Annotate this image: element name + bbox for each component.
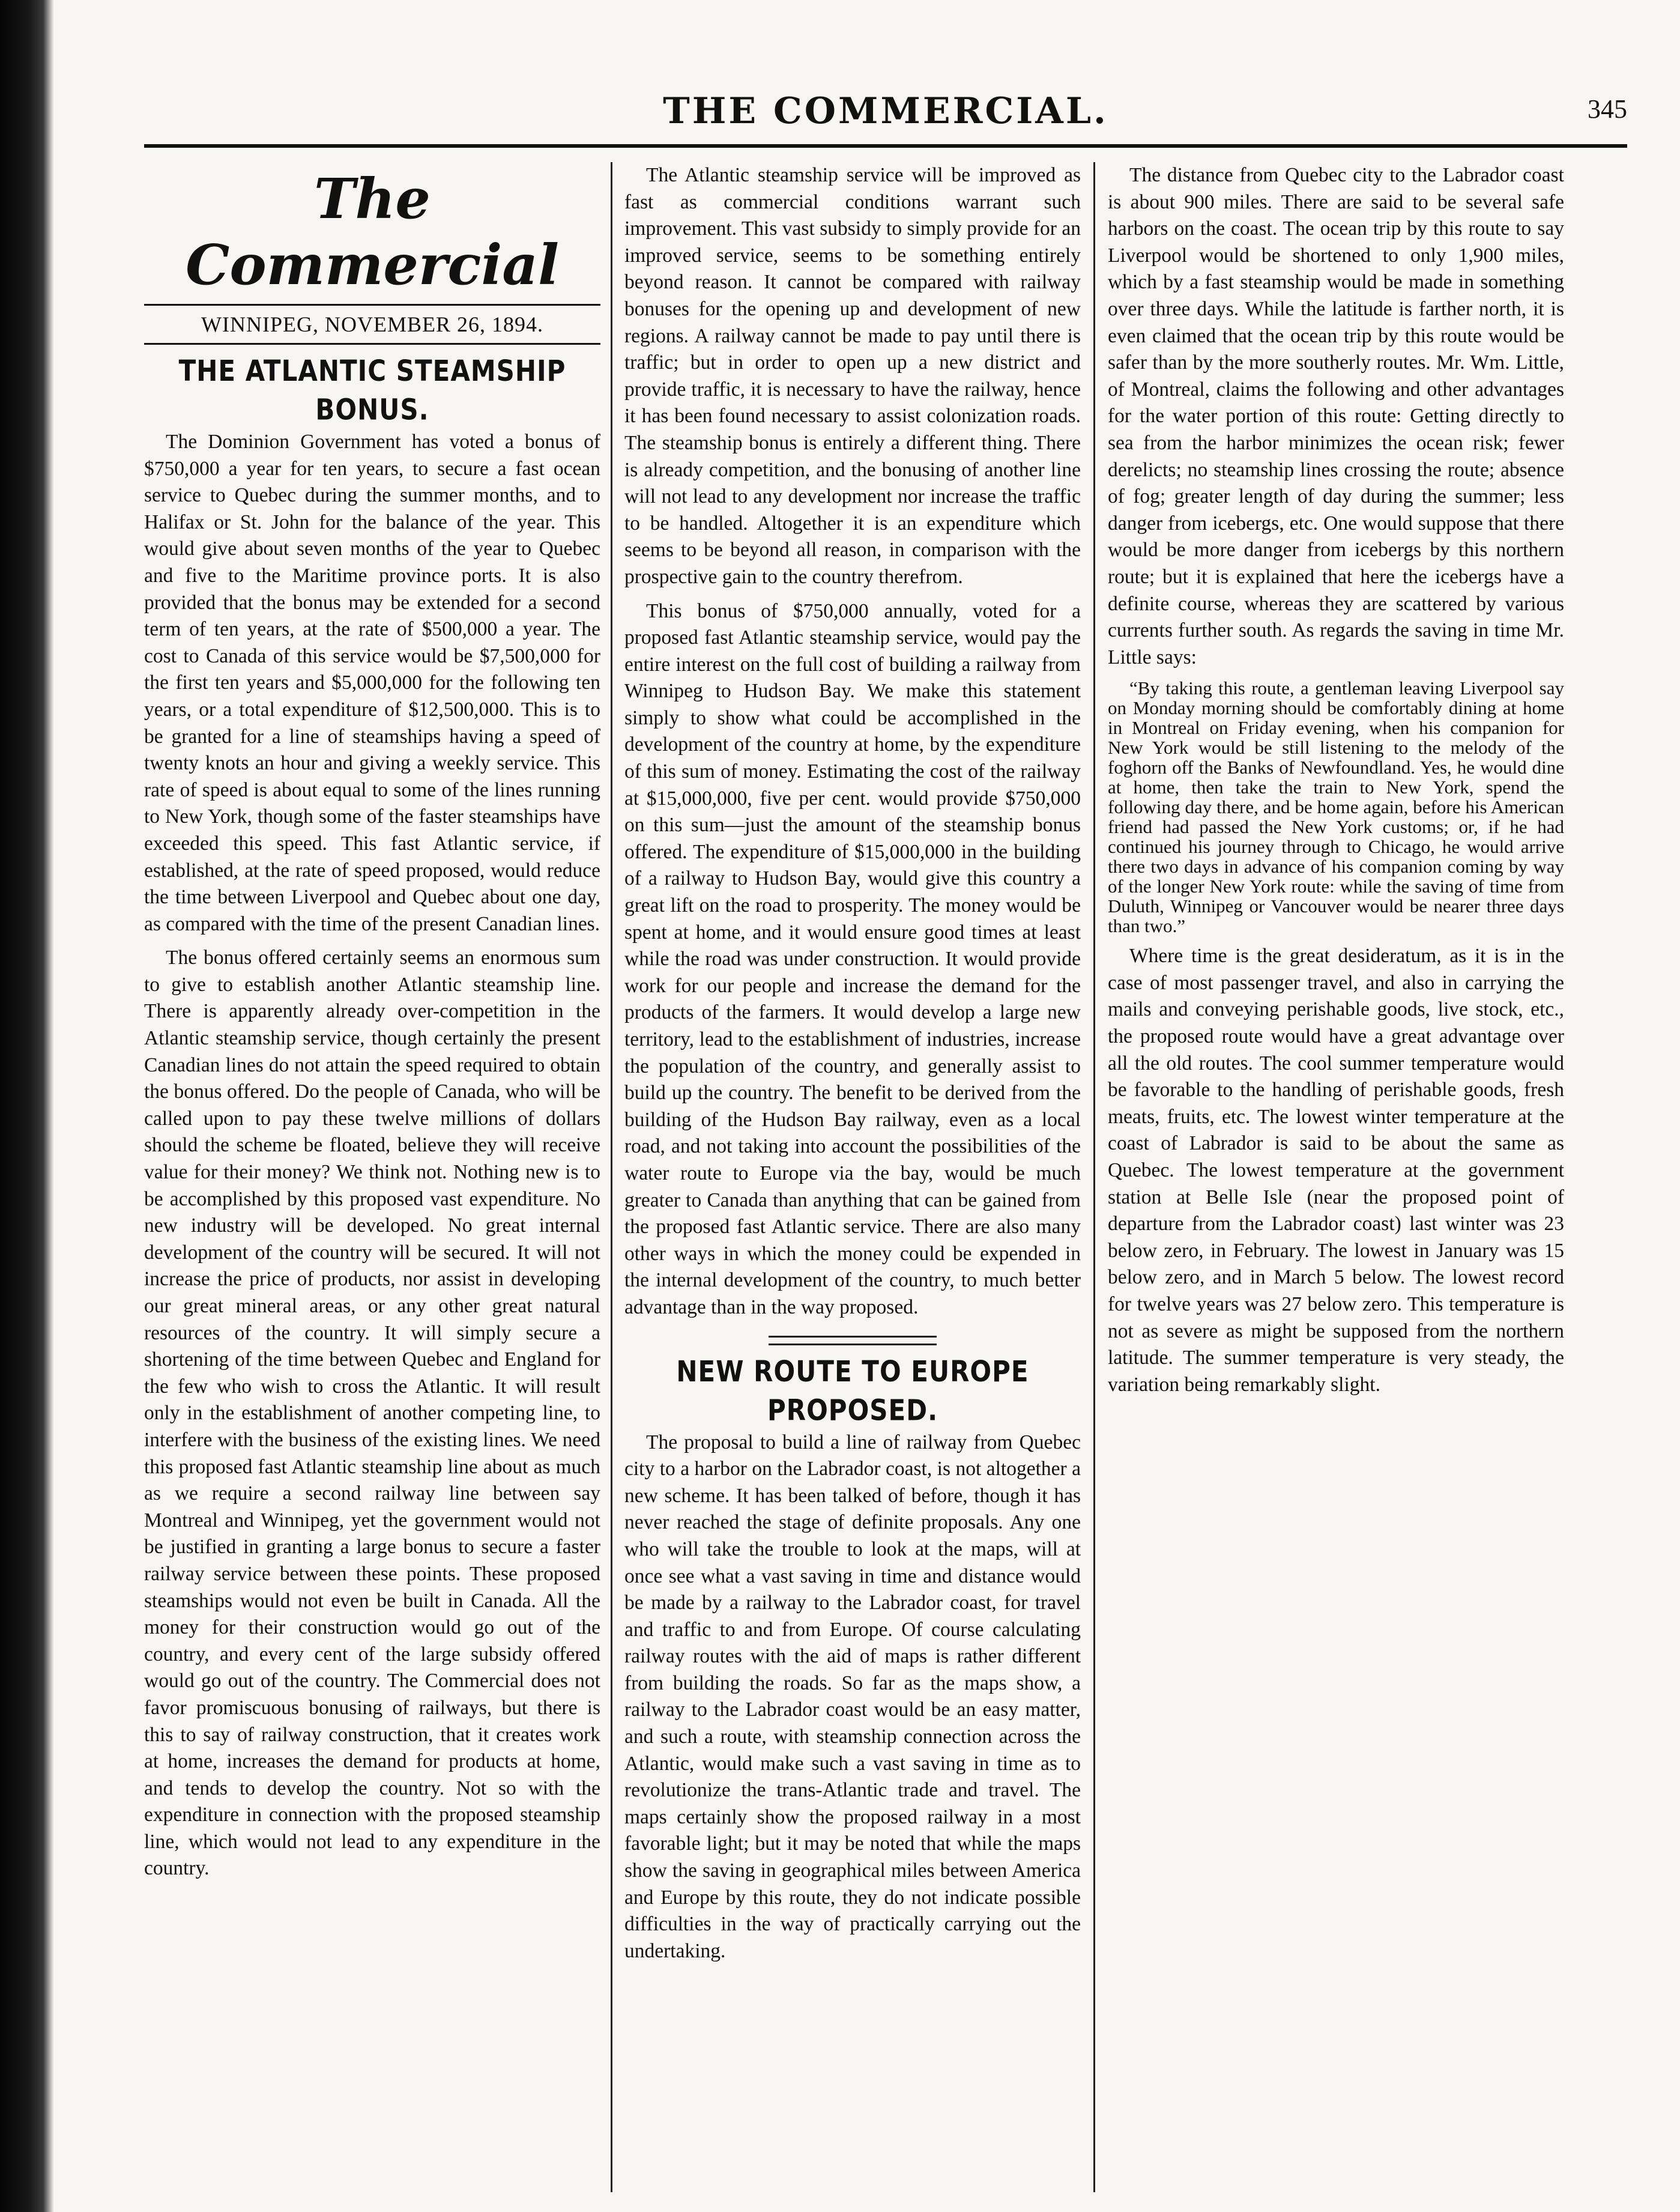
article-paragraph: The Dominion Government has voted a bonus of $750,000 a year for ten years, to secure a fast ocean service to Quebec during the summer months, and to Halifax or St. John for the balance of the year. This would give about seven months of the year to Quebec and five to the Maritime province ports. It is also provided that the bonus may be extended for a second term of ten years, at the rate of $500,000 a year. The cost to Canada of this service would be $7,500,000 for the first ten years and $5,000,000 for the following ten years, or a total expenditure of $12,500,000. This is to be granted for a line of steamships having a speed of twenty knots an hour and giving a weekly service. This rate of speed is about equal to some of the lines running to New York, though some of the faster steamships have exceeded this speed. This fast Atlantic service, if established, at the rate of speed proposed, would reduce the time between Liverpool and Quebec about one day, as compared with the time of the present Canadian lines. [144,431,600,935]
article-paragraph: The proposal to build a line of railway from Quebec city to a harbor on the Labrador coast, is not altogether a new scheme. It has been talked of before, though it has never reached the stage of definite proposals. Any one who will take the trouble to look at the maps, will at once see what a vast saving in time and distance would be made by a railway to the Labrador coast, for travel and traffic to and from Europe. Of course calculating railway routes with the aid of maps is rather different from building the roads. So far as the maps show, a railway to the Labrador coast would be an easy matter, and such a route, with steamship connection across the Atlantic, would make such a vast saving in time as to revolutionize the trans-Atlantic trade and travel. The maps certainly show the proposed railway in a most favorable light; but it may be noted that while the maps show the saving in geographical miles between America and Europe by this route, they do not indicate possible difficulties in the way of practically carrying out the undertaking. [624,1431,1081,1962]
article-headline: NEW ROUTE TO EUROPE PROPOSED. [676,1354,1029,1427]
dateline: WINNIPEG, NOVEMBER 26, 1894. [144,304,600,345]
running-header [144,90,1627,138]
article-paragraph: The bonus offered certainly seems an enormous sum to give to establish another Atlantic steamship line. There is apparently already over-competition in the Atlantic steamship service, though certainly the present Canadian lines do not attain the speed required to obtain the bonus offered. Do the people of Canada, who will be called upon to pay these twelve millions of dollars should the scheme be floated, believe they will receive value for their money? We think not. Nothing new is to be accomplished by this proposed vast expenditure. No new industry will be developed. No great internal development of the country will be secured. It will not increase the price of products, nor assist in developing our great mineral areas, or any other great natural resources of the country. It will simply secure a shortening of the time between Quebec and England for the few who wish to cross the Atlantic. It will result only in the establishment of another competing line, to interfere with the business of the existing lines. We need this proposed fast Atlantic steamship line about as much as we require a second railway line between say Montreal and Winnipeg, yet the government would not be justified in granting a large bonus to secure a faster railway service between these points. These proposed steamships would not even be built in Canada. All the money for their construction would go out of the country, and every cent of the large subsidy offered would go out of the country. The Commercial does not favor promiscuous bonusing of railways, but there is this to say of railway construction, that it creates work at home, increases the demand for products at home, and tends to develop the country. Not so with the expenditure in connection with the proposed steamship line, which would not lead to any expenditure in the country. [144,947,600,1880]
quoted-passage: “By taking this route, a gentleman leaving Liverpool say on Monday morning should be comfortably dining at home in Montreal on Friday evening, when his companion for New York would be still listening to the melody of the foghorn off the Banks of Newfoundland. Yes, he would dine at home, then take the train to New York, spend the following day there, and be home again, before his American friend had passed the New York customs; or, if he had continued his journey through to Chicago, he would arrive there two days in advance of his companion coming by way of the longer New York route: while the saving of time from Duluth, Winnipeg or Vancouver would be nearer three days than two.” [1108,677,1564,937]
page-binding-shadow [0,0,54,2212]
column-1 [144,162,600,1882]
column-rule [611,162,612,2192]
article-paragraph: This bonus of $750,000 annually, voted for a proposed fast Atlantic steamship service, would pay the entire interest on the full cost of building a railway from Winnipeg to Hudson Bay. We make this statement simply to show what could be accomplished in the development of the country at home, by the expenditure of this sum of money. Estimating the cost of the railway at $15,000,000, five per cent. would provide $750,000 on this sum—just the amount of the steamship bonus offered. The expenditure of $15,000,000 in the building of a railway to Hudson Bay, would give this country a great lift on the road to prosperity. The money would be spent at home, and it would ensure good times at least while the road was under construction. It would provide work for our people and increase the demand for the products of the farmers. It would develop a large new territory, lead to the establishment of industries, increase the population of the country, and generally assist to build up the country. The benefit to be derived from the building of the Hudson Bay railway, even as a local road, and not taking into account the possibilities of the water route to Europe via the bay, would be much greater to Canada than anything that can be gained from the proposed fast Atlantic service. There are also many other ways in which the money could be expended in the internal development of the country, to much better advantage than in the way proposed. [624,599,1081,1318]
article-paragraph: The distance from Quebec city to the Labrador coast is about 900 miles. There are said to be several safe harbors on the coast. The ocean trip by this route to say Liverpool would be shortened to only 1,900 miles, which by a fast steamship would be made in something over three days. While the latitude is farther north, it is even claimed that the ocean trip by this route would be safer than by the more southerly routes. Mr. Wm. Little, of Montreal, claims the following and other advantages for the water portion of this route: Getting directly to sea from the harbor minimizes the ocean risk; fewer derelicts; no steamship lines crossing the route; absence of fog; greater length of day during the summer; less danger from icebergs, etc. One would suppose that there would be more danger from icebergs by this northern route; but it is explained that here the icebergs have a definite course, whereas they are scattered by various currents further south. As regards the saving in time Mr. Little says: [1108,164,1564,668]
article-paragraph: The Atlantic steamship service will be improved as fast as commercial conditions warrant such improvement. This vast subsidy to simply provide for an improved service, seems to be something entirely beyond reason. It cannot be compared with railway bonuses for the opening up and development of new regions. A railway cannot be made to pay until there is traffic; but in order to open up a new district and provide traffic, it is necessary to have the railway, hence it has been found necessary to assist colonization roads. The steamship bonus is entirely a different thing. There is already competition, and the bonusing of another line will not lead to any development nor increase the traffic to be handled. Altogether it is an expenditure which seems to be beyond all reason, in comparison with the prospective gain to the country therefrom. [624,164,1081,588]
header-rule [144,144,1627,148]
column-rule [1093,162,1095,2192]
article-headline: THE ATLANTIC STEAMSHIP BONUS. [178,354,566,426]
masthead-title: The Commercial [186,166,559,297]
section-divider [769,1336,937,1345]
column-3 [1108,162,1564,1398]
page-number: 345 [1588,94,1627,124]
column-2 [624,162,1081,1965]
running-title: THE COMMERCIAL. [663,90,1108,132]
article-paragraph: Where time is the great desideratum, as it is in the case of most passenger travel, and also in carrying the mails and conveying perishable goods, live stock, etc., the proposed route would have a great advantage over all the old routes. The cool summer temperature would be favorable to the handling of perishable goods, fresh meats, fruits, etc. The lowest winter temperature at the coast of Labrador is said to be about the same as Quebec. The lowest temperature at the government station at Belle Isle (near the proposed point of departure from the Labrador coast) last winter was 23 below zero, in February. The lowest in January was 15 below zero, and in March 5 below. The lowest record for twelve years was 27 below zero. This temperature is not as severe as might be supposed from the northern latitude. The summer temperature is very steady, the variation being remarkably slight. [1108,945,1564,1396]
